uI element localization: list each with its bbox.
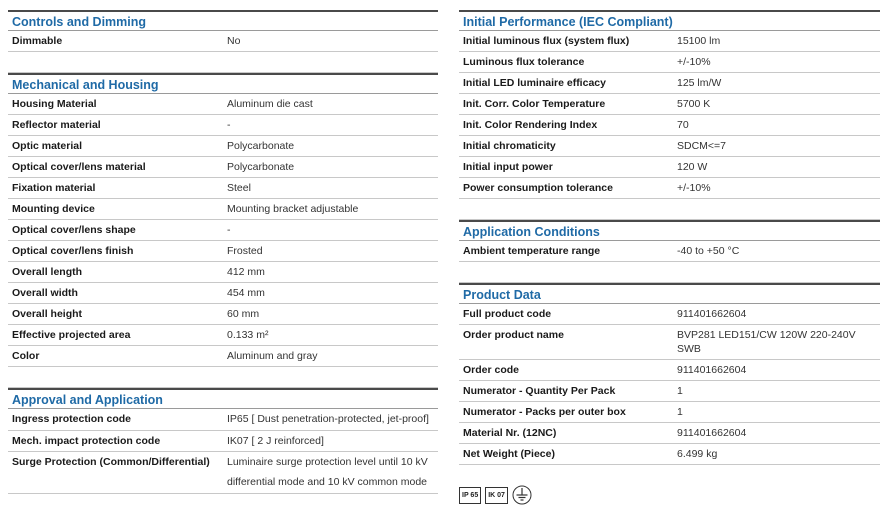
spec-value: IK07 [ 2 J reinforced] <box>227 434 324 447</box>
spec-row <box>459 52 880 73</box>
spec-value: 412 mm <box>227 266 265 278</box>
spec-key: Optical cover/lens finish <box>12 245 134 257</box>
spec-value: 0.133 m² <box>227 329 269 341</box>
spec-value: Mounting bracket adjustable <box>227 203 359 215</box>
earth-ground-icon <box>512 485 532 505</box>
spec-row <box>8 241 438 262</box>
spec-value: Luminaire surge protection level until 10 kV differential mode and 10 kV common mode <box>227 455 428 488</box>
spec-row <box>8 452 438 494</box>
spec-row <box>8 157 438 178</box>
spec-value: 5700 K <box>677 98 711 110</box>
spec-row <box>459 381 880 402</box>
spec-value: 60 mm <box>227 308 260 320</box>
spec-key: Initial LED luminaire efficacy <box>463 77 606 89</box>
spec-value: Aluminum die cast <box>227 98 313 110</box>
spec-key: Init. Corr. Color Temperature <box>463 98 606 110</box>
spec-row <box>8 262 438 283</box>
spec-key: Ambient temperature range <box>463 245 601 257</box>
spec-key: Net Weight (Piece) <box>463 448 555 460</box>
spec-row <box>459 136 880 157</box>
spec-key: Optical cover/lens material <box>12 161 146 173</box>
spec-row <box>459 304 880 325</box>
section-title-initial-performance: Initial Performance (IEC Compliant) <box>459 10 880 31</box>
spec-value: - <box>227 119 231 131</box>
spec-value: 6.499 kg <box>677 448 718 460</box>
spec-row <box>8 115 438 136</box>
spec-value: -40 to +50 °C <box>677 245 740 257</box>
spec-row <box>8 199 438 220</box>
spec-key: Overall length <box>12 266 83 278</box>
spec-row <box>8 136 438 157</box>
spec-key: Surge Protection (Common/Differential) <box>12 455 210 468</box>
spec-row <box>459 423 880 444</box>
section-spacer <box>8 367 438 388</box>
spec-row <box>8 31 438 52</box>
spec-row <box>8 94 438 115</box>
spec-key: Initial input power <box>463 161 553 173</box>
spec-value: Polycarbonate <box>227 161 295 173</box>
spec-value: 911401662604 <box>677 364 747 376</box>
spec-key: Order product name <box>463 329 564 341</box>
spec-value: No <box>227 35 241 47</box>
spec-key: Numerator - Quantity Per Pack <box>463 385 616 397</box>
section-spacer <box>8 52 438 73</box>
spec-key: Overall width <box>12 287 78 299</box>
spec-row <box>459 444 880 465</box>
spec-key: Color <box>12 350 40 362</box>
spec-key: Optic material <box>12 140 83 152</box>
spec-key: Dimmable <box>12 35 63 47</box>
spec-row <box>459 178 880 199</box>
spec-row <box>8 283 438 304</box>
spec-key: Fixation material <box>12 182 96 194</box>
spec-key: Mounting device <box>12 203 95 215</box>
spec-key: Overall height <box>12 308 83 320</box>
certification-icons <box>459 485 532 505</box>
spec-key: Init. Color Rendering Index <box>463 119 598 131</box>
spec-value: Polycarbonate <box>227 140 295 152</box>
spec-value: 1 <box>677 406 683 418</box>
spec-value: 1 <box>677 385 683 397</box>
spec-key: Power consumption tolerance <box>463 182 613 194</box>
spec-key: Housing Material <box>12 98 97 110</box>
spec-row <box>8 346 438 367</box>
ip65-icon: IP 65 <box>459 487 481 504</box>
spec-row <box>459 325 880 360</box>
spec-key: Reflector material <box>12 119 101 131</box>
section-title-mechanical-housing: Mechanical and Housing <box>8 73 438 94</box>
section-spacer <box>459 262 880 283</box>
spec-key: Effective projected area <box>12 329 131 341</box>
section-spacer <box>459 199 880 220</box>
spec-value: - <box>227 224 231 236</box>
spec-value: +/-10% <box>677 182 711 194</box>
spec-value: 120 W <box>677 161 708 173</box>
spec-value: +/-10% <box>677 56 711 68</box>
spec-key: Luminous flux tolerance <box>463 56 585 68</box>
spec-row <box>8 409 438 431</box>
spec-value: 911401662604 <box>677 308 747 320</box>
ik07-icon: IK 07 <box>485 487 508 504</box>
spec-value: 911401662604 <box>677 427 747 439</box>
spec-key: Initial chromaticity <box>463 140 556 152</box>
spec-key: Mech. impact protection code <box>12 434 161 447</box>
spec-value: SDCM<=7 <box>677 140 727 152</box>
spec-value: Aluminum and gray <box>227 350 318 362</box>
section-title-application-conditions: Application Conditions <box>459 220 880 241</box>
spec-row <box>459 31 880 52</box>
spec-row <box>8 304 438 325</box>
spec-row <box>459 157 880 178</box>
spec-row <box>459 241 880 262</box>
right-spec-column <box>459 10 880 465</box>
spec-row <box>459 115 880 136</box>
spec-row <box>8 220 438 241</box>
spec-row <box>459 402 880 423</box>
spec-value: 454 mm <box>227 287 265 299</box>
section-title-product-data: Product Data <box>459 283 880 304</box>
left-spec-column <box>8 10 438 494</box>
spec-value: 125 lm/W <box>677 77 722 89</box>
spec-row <box>8 178 438 199</box>
spec-key: Optical cover/lens shape <box>12 224 136 236</box>
section-title-approval-application: Approval and Application <box>8 388 438 409</box>
spec-value: IP65 [ Dust penetration-protected, jet-proof] <box>227 413 429 425</box>
spec-row <box>459 73 880 94</box>
spec-row <box>459 360 880 381</box>
spec-value: 15100 lm <box>677 35 721 47</box>
spec-key: Material Nr. (12NC) <box>463 427 557 439</box>
spec-row <box>8 325 438 346</box>
spec-key: Order code <box>463 364 520 376</box>
spec-key: Full product code <box>463 308 552 320</box>
spec-value: 70 <box>677 119 689 131</box>
spec-value: BVP281 LED151/CW 120W 220-240V SWB <box>677 329 856 355</box>
spec-key: Numerator - Packs per outer box <box>463 406 626 418</box>
spec-row <box>459 94 880 115</box>
spec-value: Frosted <box>227 245 263 257</box>
section-title-controls-dimming: Controls and Dimming <box>8 10 438 31</box>
spec-key: Initial luminous flux (system flux) <box>463 35 630 47</box>
spec-key: Ingress protection code <box>12 413 132 425</box>
spec-value: Steel <box>227 182 251 194</box>
spec-row <box>8 431 438 452</box>
